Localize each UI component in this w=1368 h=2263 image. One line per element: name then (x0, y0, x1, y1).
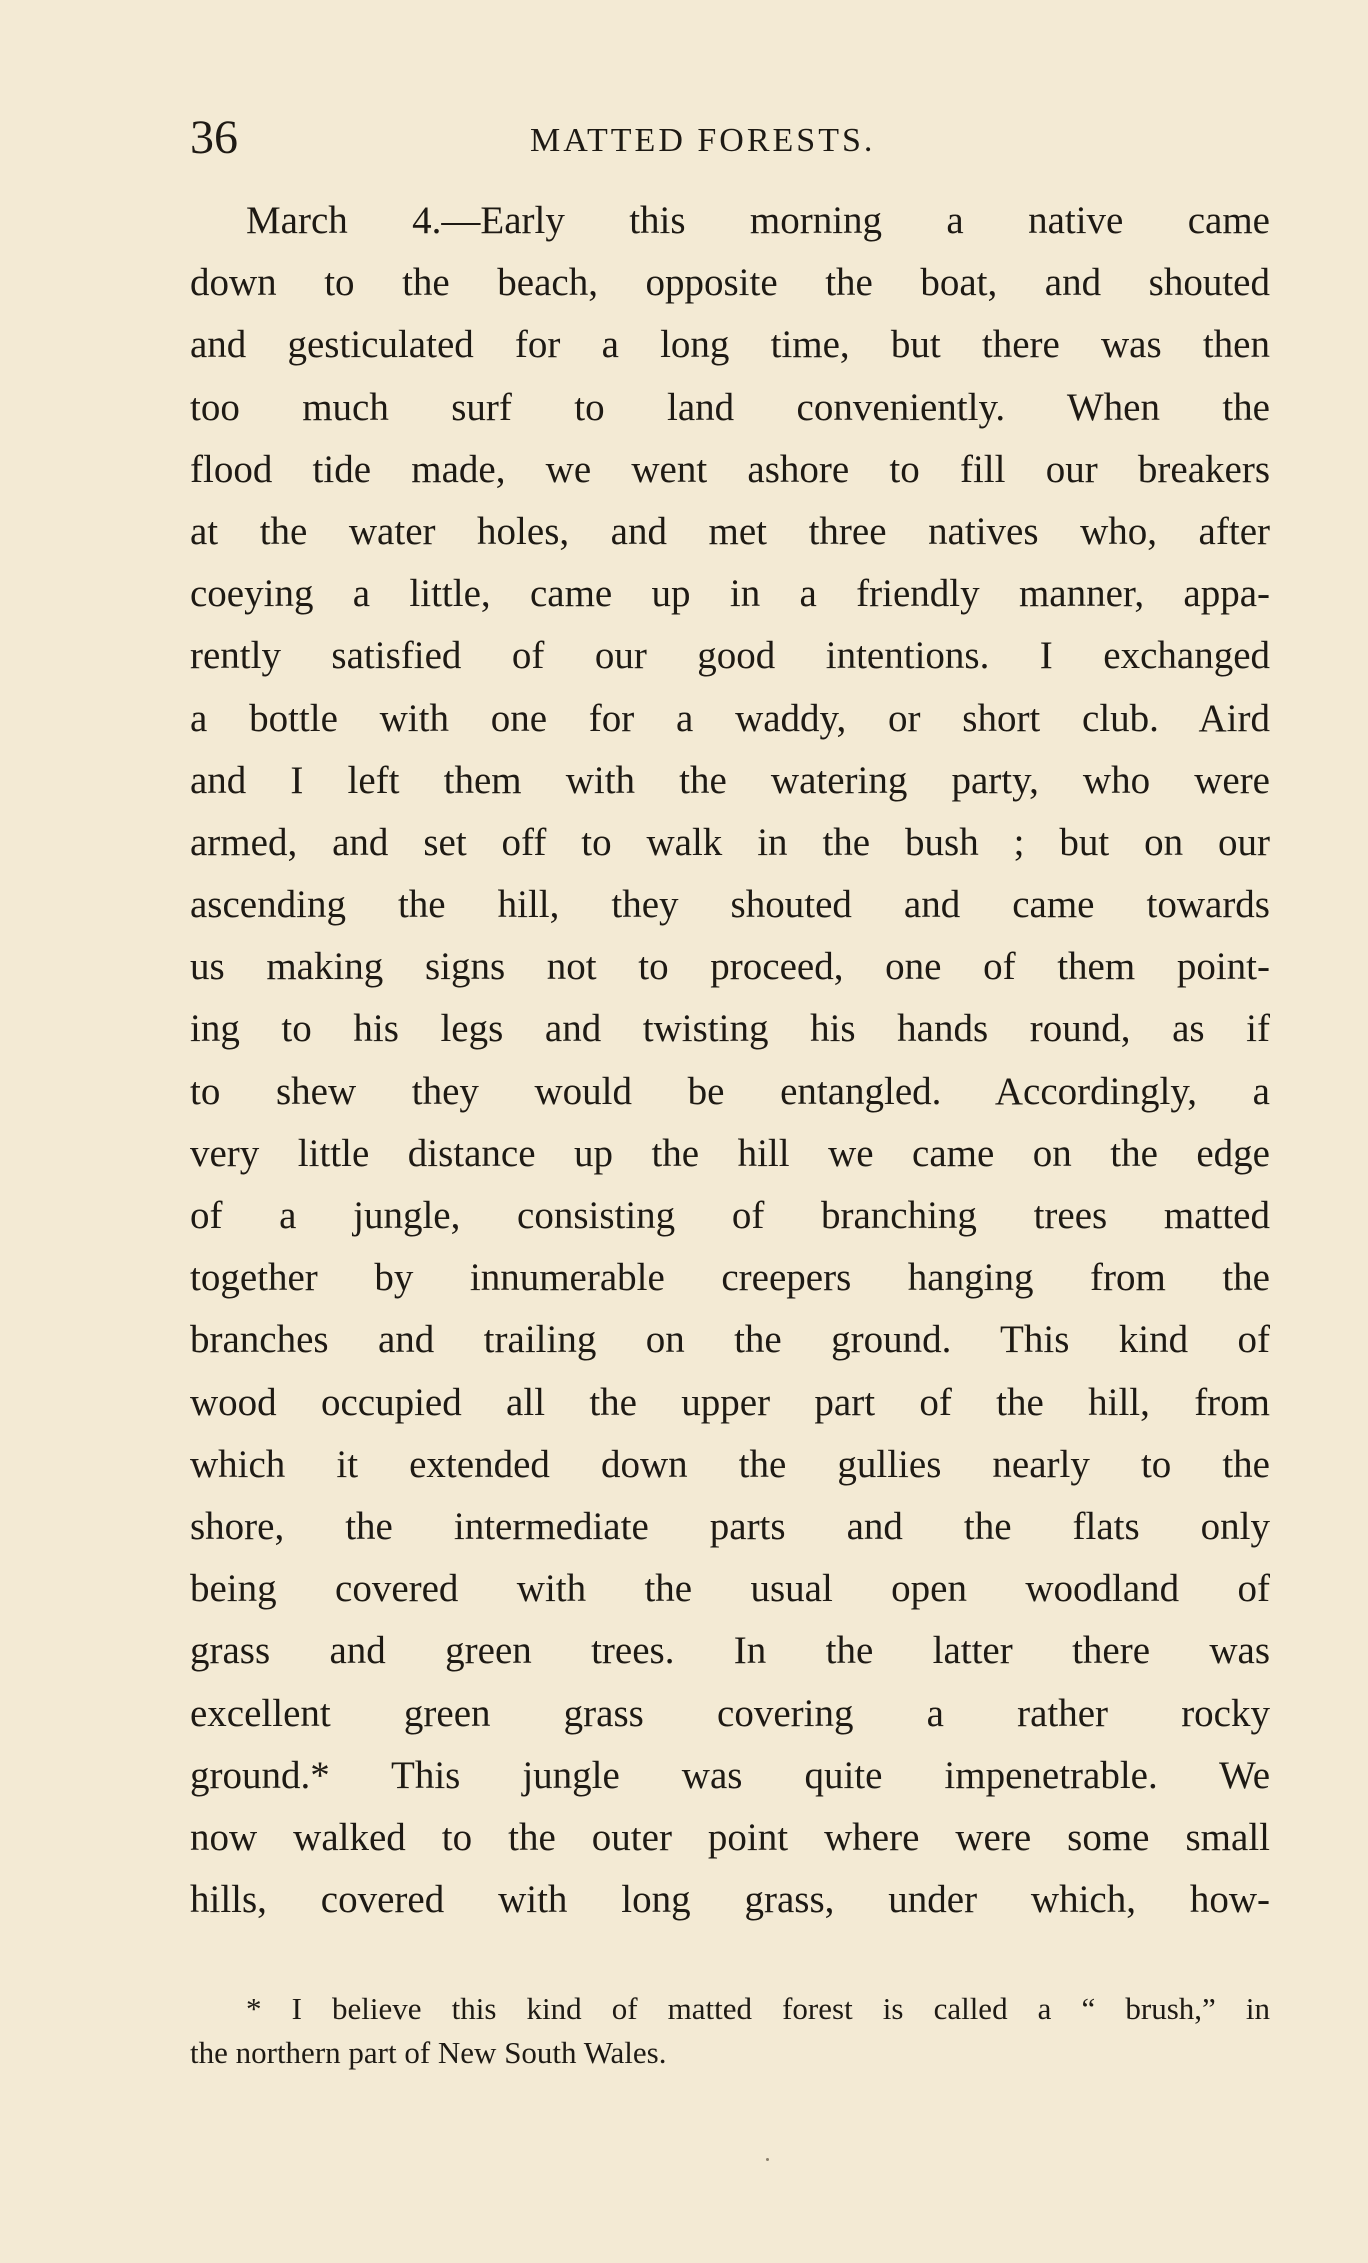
text-line: shore, the intermediate parts and the flats only (190, 1504, 1270, 1548)
text-line: to shew they would be entangled. Accordingly, a (190, 1069, 1270, 1113)
text-line: now walked to the outer point where were some small (190, 1815, 1270, 1859)
text-line: ascending the hill, they shouted and came towards (190, 883, 1270, 927)
text-line: at the water holes, and met three natives who, after (190, 509, 1270, 553)
text-line: coeying a little, came up in a friendly manner, appa- (190, 572, 1270, 616)
text-line: flood tide made, we went ashore to fill our breakers (190, 447, 1270, 491)
text-line: which it extended down the gullies nearly to the (190, 1442, 1270, 1486)
text-line: rently satisfied of our good intentions. I exchanged (190, 634, 1270, 678)
body-text (190, 190, 1270, 1931)
text-line: together by innumerable creepers hanging from the (190, 1256, 1270, 1300)
text-line: down to the beach, opposite the boat, and shouted (190, 261, 1270, 305)
text-line: excellent green grass covering a rather rocky (190, 1691, 1270, 1735)
text-line: and gesticulated for a long time, but there was then (190, 323, 1270, 367)
text-line: and I left them with the watering party, who were (190, 758, 1270, 802)
text-line: of a jungle, consisting of branching trees matted (190, 1194, 1270, 1237)
text-line: us making signs not to proceed, one of them point- (190, 945, 1270, 989)
text-line: wood occupied all the upper part of the hill, from (190, 1380, 1270, 1424)
text-line: March 4.—Early this morning a native came (246, 199, 1270, 242)
text-line: very little distance up the hill we came on the edge (190, 1131, 1270, 1175)
paper-speck (766, 2158, 769, 2161)
running-head: MATTED FORESTS. (530, 122, 876, 159)
page-header (190, 108, 1270, 168)
text-line: too much surf to land conveniently. When the (190, 385, 1270, 429)
footnote (190, 1987, 1270, 2075)
footnote-line: * I believe this kind of matted forest is called a “ brush,” in (246, 1991, 1270, 2026)
text-line: being covered with the usual open woodland of (190, 1567, 1270, 1611)
page-number: 36 (190, 111, 238, 164)
text-line: grass and green trees. In the latter there was (190, 1629, 1270, 1673)
text-line: a bottle with one for a waddy, or short club. Aird (190, 696, 1270, 740)
text-line: ground.* This jungle was quite impenetrable. We (190, 1753, 1270, 1797)
text-line: armed, and set off to walk in the bush ; but on our (190, 820, 1270, 864)
text-line: ing to his legs and twisting his hands round, as if (190, 1007, 1270, 1051)
text-line: hills, covered with long grass, under which, how- (190, 1878, 1270, 1922)
text-line: branches and trailing on the ground. This kind of (190, 1318, 1270, 1362)
footnote-line: the northern part of New South Wales. (190, 2035, 667, 2070)
